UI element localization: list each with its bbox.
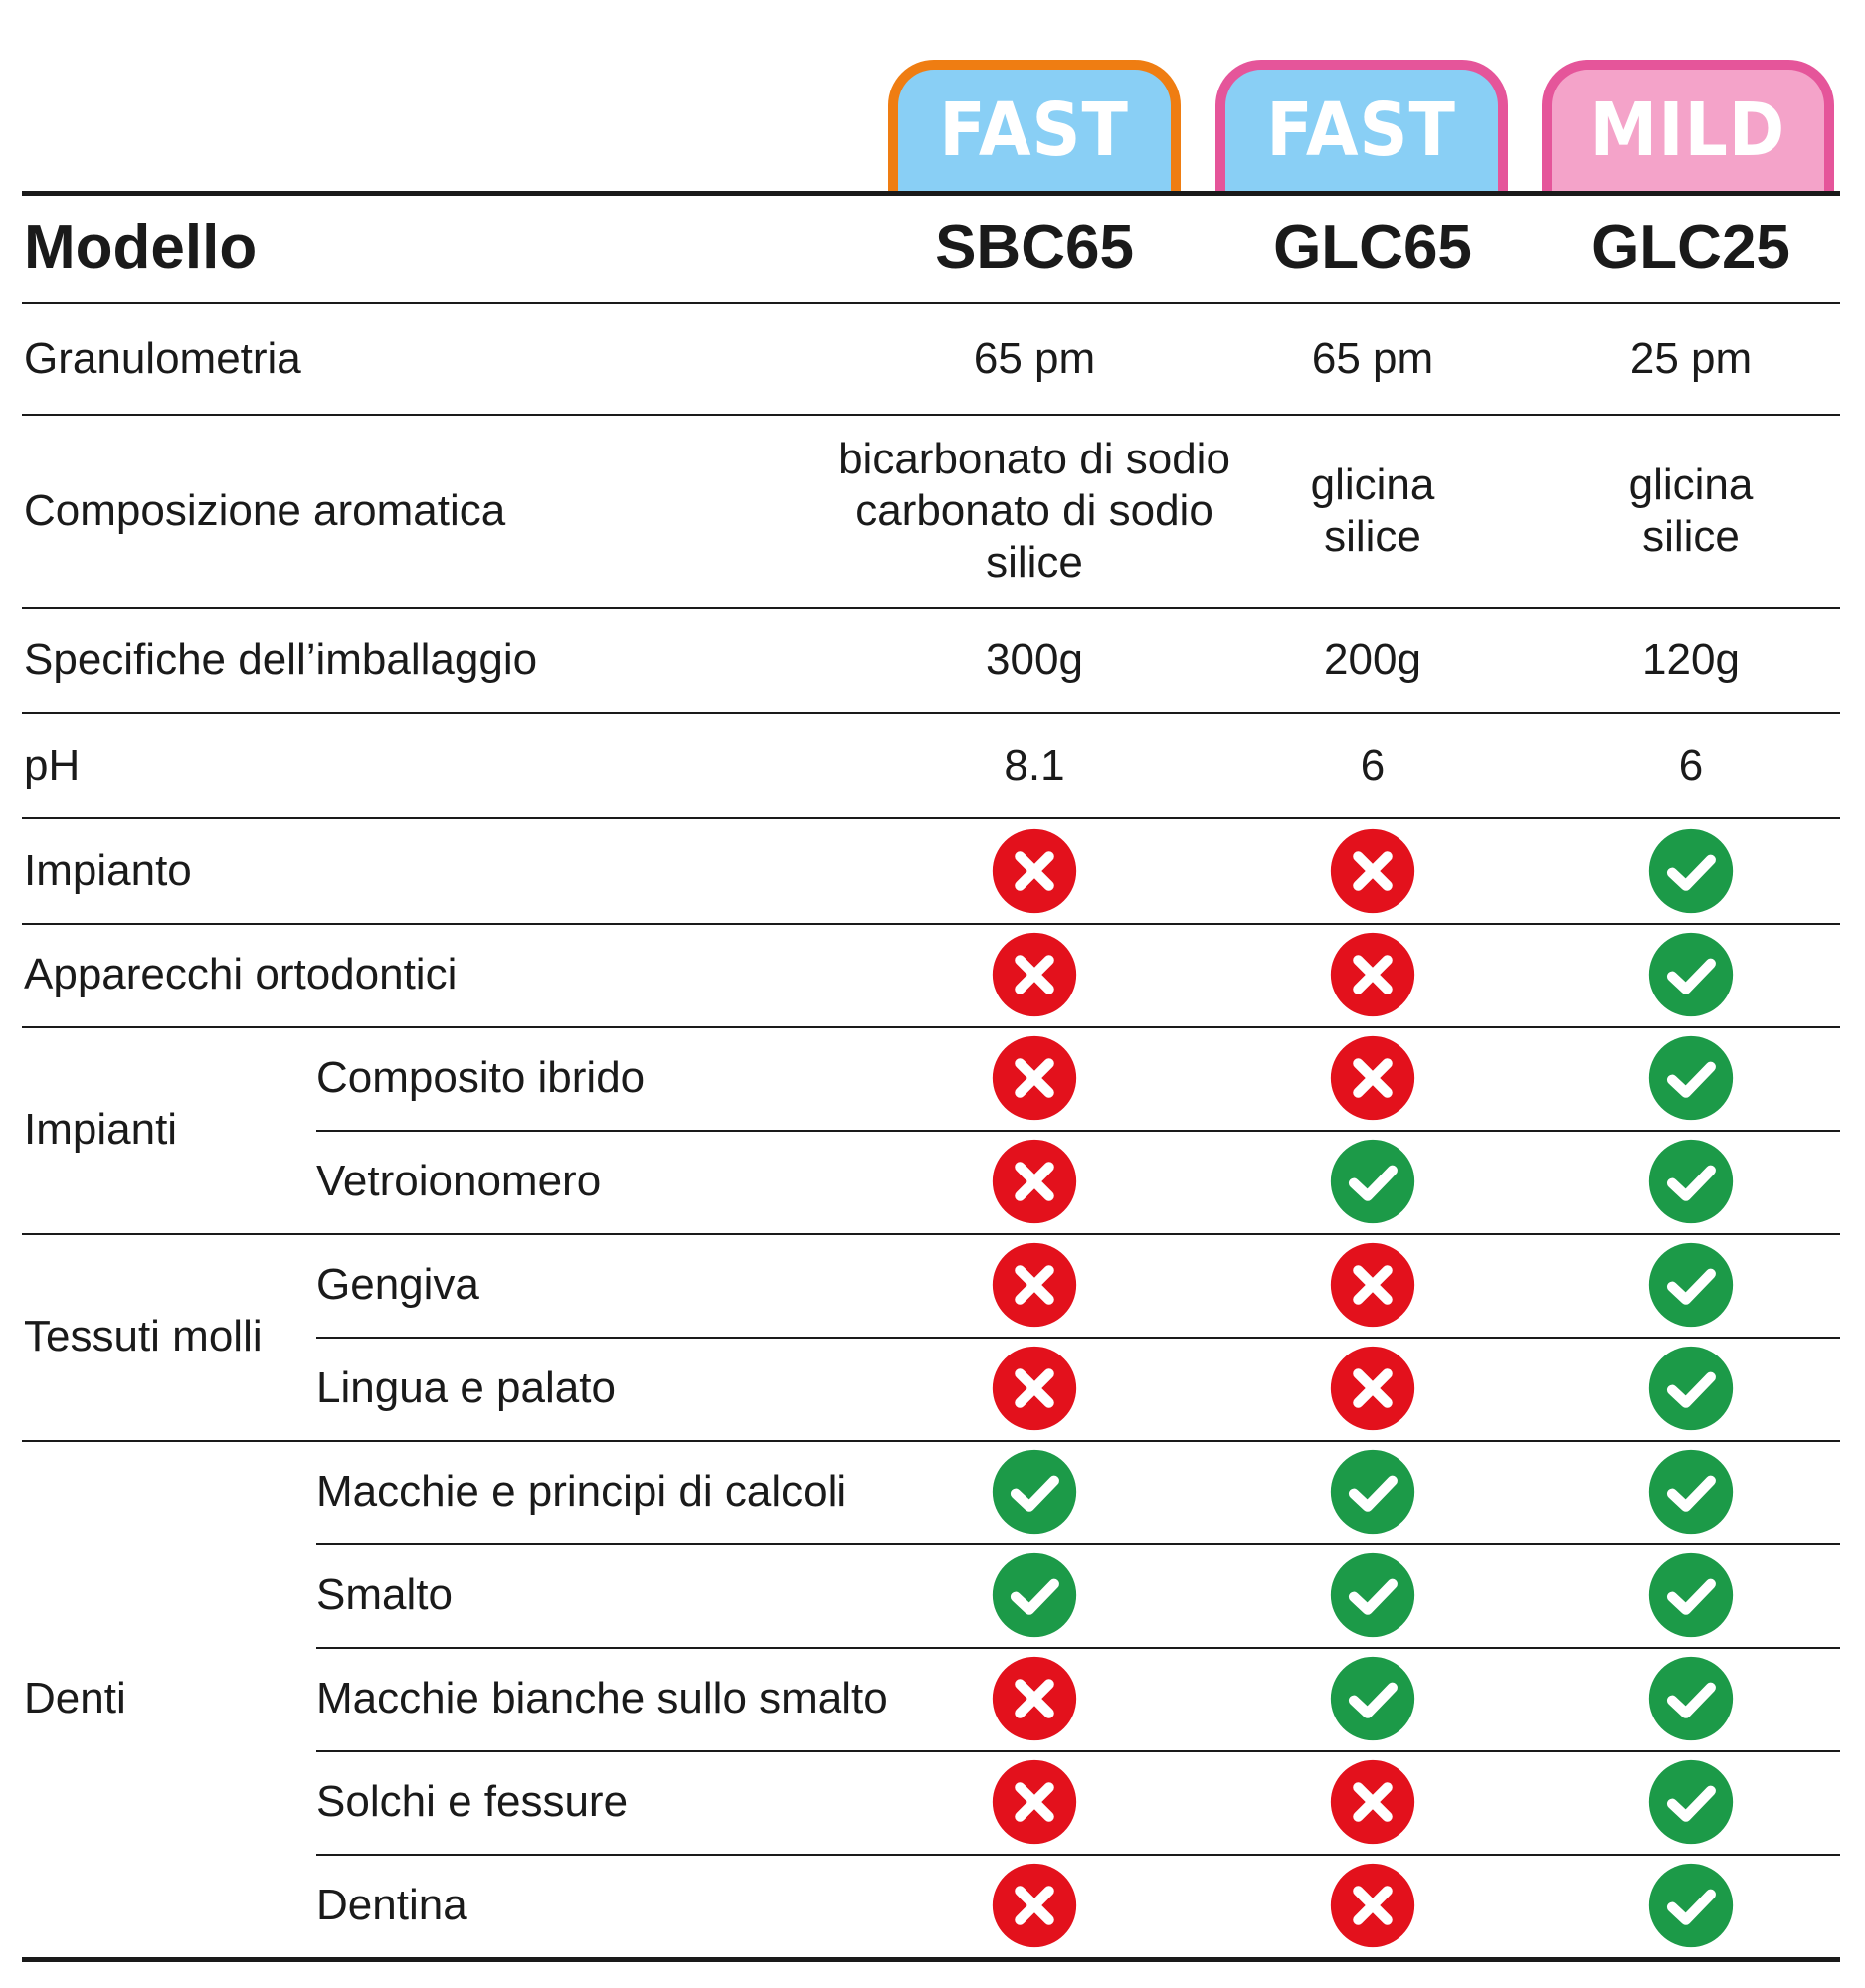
check-circle-icon [1648, 1035, 1734, 1121]
model-name-text: SBC65 [935, 213, 1134, 281]
header-label [24, 193, 621, 302]
sub-label-text: Smalto [316, 1570, 453, 1619]
sub-label [316, 1854, 1032, 1957]
tab-label: MILD [1589, 88, 1786, 173]
cross-circle-icon [1330, 1346, 1415, 1431]
spec-label-text: Specifiche dell’imballaggio [24, 635, 538, 684]
spec-value-line: glicina [1628, 460, 1754, 509]
check-circle-icon [1648, 1759, 1734, 1845]
spec-value-text: 6 [1360, 741, 1386, 790]
spec-label [24, 714, 820, 817]
group-label [24, 1440, 302, 1957]
sub-label-text: Vetroionomero [316, 1157, 602, 1205]
group-label [24, 1026, 302, 1233]
check-circle-icon [1648, 1449, 1734, 1535]
model-name [865, 193, 1204, 302]
model-name [1204, 193, 1542, 302]
spec-value-text: 65 pm [1311, 334, 1434, 383]
spec-value [1492, 609, 1865, 712]
group-label-text: Impianti [24, 1105, 178, 1154]
sub-label-text: Macchie e principi di calcoli [316, 1467, 847, 1516]
tab-label: FAST [939, 88, 1130, 173]
spec-value [1492, 714, 1865, 817]
spec-value-text: 200g [1324, 635, 1421, 684]
spec-value-text: 6 [1678, 741, 1704, 790]
check-circle-icon [1648, 828, 1734, 914]
model-name-text: GLC25 [1591, 213, 1790, 281]
check-circle-icon [1330, 1552, 1415, 1638]
sub-label-text: Macchie bianche sullo smalto [316, 1674, 888, 1722]
check-circle-icon [1330, 1656, 1415, 1741]
group-label [24, 1233, 302, 1440]
sub-label-text: Gengiva [316, 1260, 479, 1309]
cross-circle-icon [992, 1656, 1077, 1741]
sub-label-text: Dentina [316, 1881, 467, 1929]
spec-value-lines [1629, 459, 1754, 563]
check-circle-icon [1648, 1346, 1734, 1431]
spec-value-line: bicarbonato di sodio [839, 435, 1230, 483]
spec-label [24, 304, 820, 414]
table-bottom-border [22, 1957, 1840, 1962]
spec-value-text: 8.1 [1004, 741, 1065, 790]
check-circle-icon [1648, 1242, 1734, 1328]
cross-circle-icon [992, 1139, 1077, 1224]
sub-label [316, 1543, 1032, 1647]
sub-label [316, 1026, 1032, 1130]
cross-circle-icon [992, 1242, 1077, 1328]
header-label-text: Modello [24, 213, 258, 281]
row-label [24, 923, 740, 1026]
row-label-text: Impianto [24, 846, 192, 895]
sub-label [316, 1750, 1032, 1854]
sub-label [316, 1647, 1032, 1750]
spec-value-line: silice [986, 538, 1083, 587]
spec-value-line: silice [1642, 512, 1740, 561]
cross-circle-icon [992, 932, 1077, 1017]
group-label-text: Tessuti molli [24, 1312, 263, 1360]
tab-fast-1 [888, 60, 1181, 191]
spec-label-text: Composizione aromatica [24, 486, 506, 535]
sub-label [316, 1233, 1032, 1337]
group-label-text: Denti [24, 1674, 126, 1722]
model-name [1522, 193, 1860, 302]
check-circle-icon [992, 1449, 1077, 1535]
cross-circle-icon [992, 1863, 1077, 1948]
model-name-text: GLC65 [1273, 213, 1472, 281]
sub-label-text: Lingua e palato [316, 1363, 616, 1412]
spec-value-text: 25 pm [1629, 334, 1753, 383]
cross-circle-icon [992, 1346, 1077, 1431]
check-circle-icon [1648, 1139, 1734, 1224]
tab-label: FAST [1266, 88, 1457, 173]
check-circle-icon [1648, 1656, 1734, 1741]
check-circle-icon [1330, 1449, 1415, 1535]
check-circle-icon [992, 1552, 1077, 1638]
check-circle-icon [1330, 1139, 1415, 1224]
spec-value-line: silice [1324, 512, 1421, 561]
spec-value [1492, 416, 1865, 607]
sub-label-text: Solchi e fessure [316, 1777, 629, 1826]
spec-value-line: carbonato di sodio [855, 486, 1213, 535]
spec-value-text: 120g [1642, 635, 1740, 684]
sub-label [316, 1440, 1032, 1543]
cross-circle-icon [1330, 1242, 1415, 1328]
row-label [24, 819, 740, 923]
spec-value-text: 300g [986, 635, 1083, 684]
check-circle-icon [1648, 932, 1734, 1017]
check-circle-icon [1648, 1863, 1734, 1948]
cross-circle-icon [1330, 1863, 1415, 1948]
cross-circle-icon [1330, 1035, 1415, 1121]
tab-mild-3 [1542, 60, 1834, 191]
spec-label-text: pH [24, 741, 81, 790]
cross-circle-icon [992, 1759, 1077, 1845]
spec-label [24, 416, 820, 607]
cross-circle-icon [1330, 828, 1415, 914]
cross-circle-icon [992, 828, 1077, 914]
spec-label-text: Granulometria [24, 334, 301, 383]
spec-value [1492, 304, 1865, 414]
sub-label [316, 1130, 1032, 1233]
spec-value-lines [1311, 459, 1435, 563]
cross-circle-icon [1330, 932, 1415, 1017]
row-label-text: Apparecchi ortodontici [24, 950, 458, 998]
spec-value-lines [839, 434, 1230, 589]
tab-fast-2 [1215, 60, 1508, 191]
spec-label [24, 609, 820, 712]
cross-circle-icon [992, 1035, 1077, 1121]
check-circle-icon [1648, 1552, 1734, 1638]
cross-circle-icon [1330, 1759, 1415, 1845]
spec-value-line: glicina [1310, 460, 1435, 509]
sub-label [316, 1337, 1032, 1440]
sub-label-text: Composito ibrido [316, 1053, 646, 1102]
spec-value-text: 65 pm [973, 334, 1096, 383]
